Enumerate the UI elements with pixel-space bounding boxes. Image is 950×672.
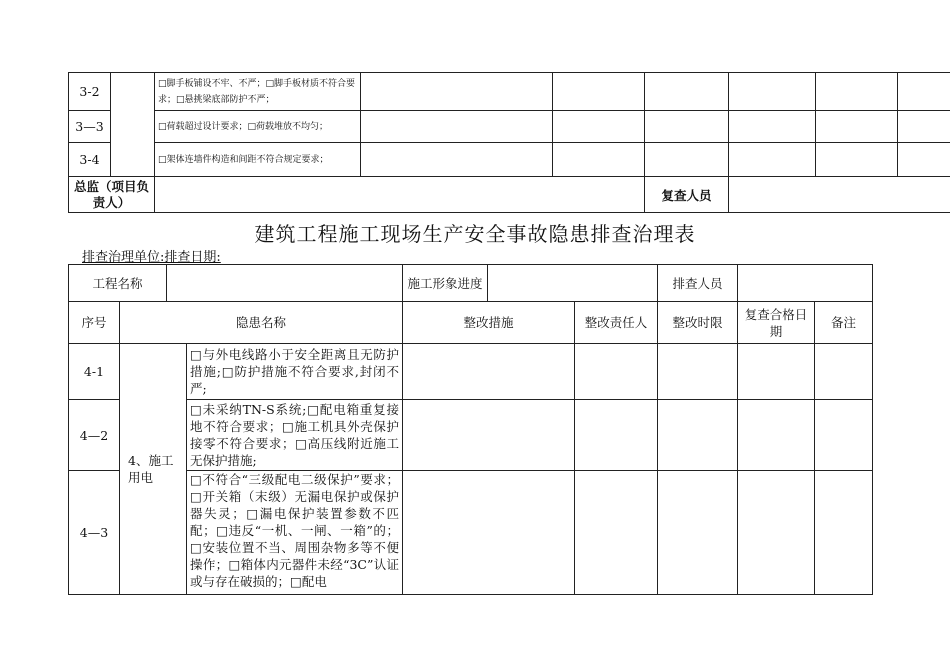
deadline-cell <box>645 111 729 143</box>
measures-cell <box>403 344 575 400</box>
signature-row <box>69 177 950 213</box>
responsible-cell <box>575 400 658 471</box>
table-row <box>69 400 873 471</box>
deadline-cell <box>645 143 729 177</box>
progress-label: 施工形象进度 <box>403 265 488 302</box>
hazard-cell: □与外电线路小于安全距离且无防护措施;□防护措施不符合要求,封闭不严; <box>187 344 403 400</box>
header-responsible: 整改责任人 <box>575 302 658 344</box>
remarks-cell <box>816 111 898 143</box>
measures-cell <box>403 400 575 471</box>
extra-cell <box>898 143 950 177</box>
table-row <box>69 471 873 595</box>
deadline-cell <box>658 344 738 400</box>
category-cell: 4、施工用电 <box>120 344 187 595</box>
measures-cell <box>361 143 553 177</box>
section3-table <box>68 72 950 213</box>
deadline-cell <box>645 73 729 111</box>
measures-cell <box>361 73 553 111</box>
table-row <box>69 111 950 143</box>
extra-cell <box>898 73 950 111</box>
deadline-cell <box>658 471 738 595</box>
remarks-cell <box>816 73 898 111</box>
reviewer-signature-cell <box>729 177 950 213</box>
review-date-cell <box>738 471 815 595</box>
project-info-row <box>69 265 873 302</box>
review-date-cell <box>729 111 816 143</box>
table-row <box>69 73 950 111</box>
row-id: 3-2 <box>69 73 111 111</box>
inspector-value <box>738 265 873 302</box>
row-id: 4—2 <box>69 400 120 471</box>
header-measures: 整改措施 <box>403 302 575 344</box>
supervisor-signature-cell <box>155 177 645 213</box>
supervisor-label: 总监（项目负责人） <box>69 177 155 213</box>
header-no: 序号 <box>69 302 120 344</box>
project-name-label: 工程名称 <box>69 265 167 302</box>
remarks-cell <box>815 400 873 471</box>
hazard-cell: □架体连墙件构造和间距不符合规定要求； <box>155 143 361 177</box>
header-review-date: 复查合格日期 <box>738 302 815 344</box>
row-id: 4-1 <box>69 344 120 400</box>
responsible-cell <box>553 111 645 143</box>
section4-table <box>68 264 873 595</box>
inspector-label: 排查人员 <box>658 265 738 302</box>
row-id: 3—3 <box>69 111 111 143</box>
row-id: 4—3 <box>69 471 120 595</box>
review-date-cell <box>738 400 815 471</box>
project-name-value <box>167 265 403 302</box>
responsible-cell <box>575 344 658 400</box>
hazard-cell: □脚手板铺设不牢、不严；□脚手板材质不符合要求；□悬挑梁底部防护不严； <box>155 73 361 111</box>
progress-value <box>488 265 658 302</box>
extra-cell <box>898 111 950 143</box>
hazard-cell: □荷载超过设计要求；□荷载堆放不均匀； <box>155 111 361 143</box>
document-title: 建筑工程施工现场生产安全事故隐患排查治理表 <box>254 222 696 246</box>
remarks-cell <box>816 143 898 177</box>
table-row <box>69 344 873 400</box>
reviewer-label: 复查人员 <box>645 177 729 213</box>
remarks-cell <box>815 344 873 400</box>
table-row <box>69 143 950 177</box>
measures-cell <box>361 111 553 143</box>
hazard-cell: □不符合“三级配电二级保护”要求；□开关箱（末级）无漏电保护或保护器失灵；□漏电保护装置参数不匹配；□违反“一机、一闸、一箱”的；□安装位置不当、周围杂物多等不便操作；□箱体内元器件未经“3C”认证或与存在破损的；□配电 <box>187 471 403 595</box>
unit-date-line: 排查治理单位:排查日期: <box>82 250 221 265</box>
review-date-cell <box>738 344 815 400</box>
responsible-cell <box>553 73 645 111</box>
header-remarks: 备注 <box>815 302 873 344</box>
header-deadline: 整改时限 <box>658 302 738 344</box>
header-hazard-name: 隐患名称 <box>120 302 403 344</box>
row-id: 3-4 <box>69 143 111 177</box>
hazard-cell: □未采纳TN-S系统;□配电箱重复接地不符合要求；□施工机具外壳保护接零不符合要求；□高压线附近施工无保护措施; <box>187 400 403 471</box>
category-cell <box>111 73 155 177</box>
review-date-cell <box>729 143 816 177</box>
remarks-cell <box>815 471 873 595</box>
deadline-cell <box>658 400 738 471</box>
measures-cell <box>403 471 575 595</box>
review-date-cell <box>729 73 816 111</box>
header-row <box>69 302 873 344</box>
responsible-cell <box>575 471 658 595</box>
responsible-cell <box>553 143 645 177</box>
